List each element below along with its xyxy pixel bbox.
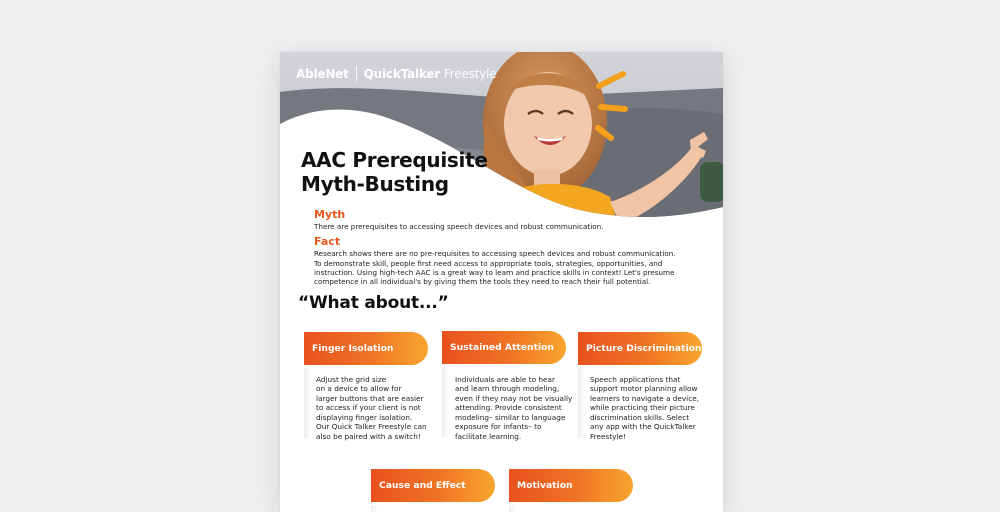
card-shadow — [371, 505, 378, 512]
card-title: Sustained Attention — [442, 331, 566, 364]
card-finger-isolation — [304, 332, 428, 365]
document-page — [280, 52, 723, 512]
ablenet-logo: AbleNet — [296, 66, 349, 81]
card-shadow — [509, 505, 516, 512]
card-picture-discrimination — [578, 332, 702, 365]
card-shadow — [442, 367, 449, 437]
card-title: Finger Isolation — [304, 332, 428, 365]
brand-logo — [296, 66, 496, 81]
logo-divider — [356, 66, 357, 81]
card-cause-and-effect — [371, 469, 495, 502]
what-about-heading: “What about...” — [298, 293, 449, 313]
myth-text: There are prerequisites to accessing speech devices and robust communication. — [314, 222, 604, 232]
card-shadow — [304, 368, 311, 438]
card-description-sustained-attention: Individuals are able to hear and learn through modeling, even if they may not be visually attending. Provide consistent modeling– similar to language exposure for infants– to facilitate learning. — [455, 375, 573, 441]
title-line-2: Myth-Busting — [301, 172, 449, 196]
card-description-finger-isolation: Adjust the grid size on a device to allow for larger buttons that are easier to access if your client is not displaying finger isolation. Our Quick Talker Freestyle can also be paired with a switch! — [316, 375, 427, 441]
fact-section — [314, 235, 694, 287]
myth-heading: Myth — [314, 208, 346, 221]
card-description-picture-discrimination: Speech applications that support motor planning allow learners to navigate a device, while practicing their picture discrimination skills. Select any app with the QuickTalker Freestyle! — [590, 375, 700, 441]
quicktalker-logo: QuickTalker Freestyle — [363, 66, 497, 81]
card-motivation — [509, 469, 633, 502]
page-title — [301, 148, 488, 196]
title-line-1: AAC Prerequisite — [301, 148, 488, 172]
card-sustained-attention — [442, 331, 566, 364]
card-title: Cause and Effect — [371, 469, 495, 502]
fact-heading: Fact — [314, 235, 341, 248]
myth-section — [314, 208, 694, 232]
fact-text: Research shows there are no pre-requisites to accessing speech devices and robust communication. To demonstrate skill, people first need access to appropriate tools, strategies, opportunities, and instruction. Using high-tech AAC is a great way to learn and practice skills in context! Let's presume competence in all individual's by giving them the tools they need to reach their full potential. — [314, 249, 676, 287]
card-title: Motivation — [509, 469, 633, 502]
card-title: Picture Discrimination — [578, 332, 702, 365]
card-shadow — [578, 368, 585, 438]
